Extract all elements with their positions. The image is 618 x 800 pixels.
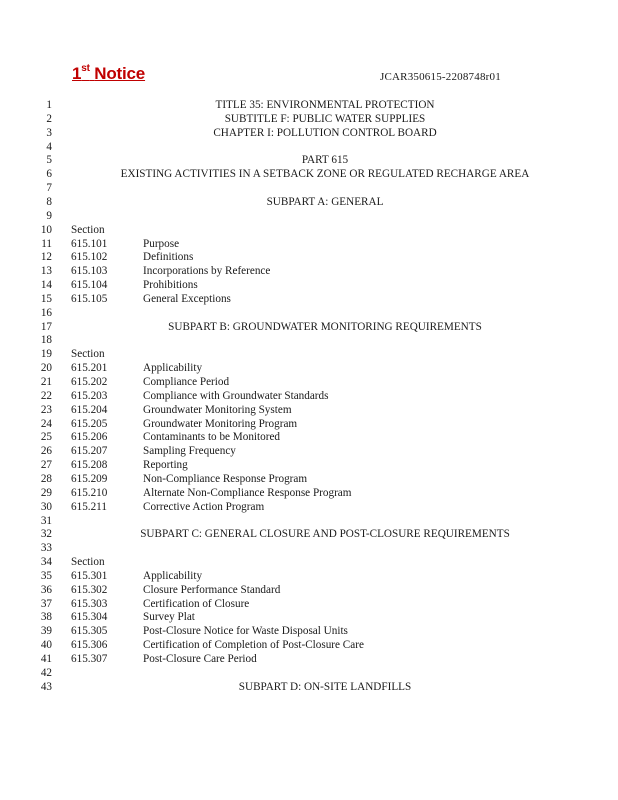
line-number: 42 — [40, 666, 52, 679]
notice-word: Notice — [94, 64, 146, 83]
centered-heading: SUBPART B: GROUNDWATER MONITORING REQUIREMENTS — [168, 320, 482, 333]
line-number: 16 — [40, 306, 52, 319]
section-number: 615.210 — [71, 486, 108, 499]
document-line — [0, 181, 618, 195]
document-line — [0, 514, 618, 528]
section-title: Closure Performance Standard — [143, 583, 281, 596]
line-number: 1 — [46, 99, 52, 111]
section-title: Alternate Non-Compliance Response Program — [143, 486, 352, 499]
section-number: 615.211 — [71, 500, 107, 513]
line-number: 19 — [40, 348, 52, 361]
line-number: 7 — [46, 182, 52, 195]
line-number: 29 — [40, 486, 52, 499]
section-number: 615.304 — [71, 611, 108, 624]
line-number: 28 — [40, 472, 52, 485]
section-number: 615.306 — [71, 639, 108, 652]
document-line — [0, 306, 618, 320]
section-number: 615.102 — [71, 251, 108, 264]
centered-heading: EXISTING ACTIVITIES IN A SETBACK ZONE OR REGULATED RECHARGE AREA — [120, 168, 530, 181]
line-number: 6 — [46, 168, 52, 181]
section-number: Section — [71, 556, 105, 568]
section-title: Sampling Frequency — [143, 445, 236, 458]
section-title: Corrective Action Program — [143, 500, 265, 513]
line-number: 12 — [40, 251, 52, 264]
document-line — [0, 98, 618, 112]
section-number: 615.307 — [71, 653, 108, 665]
line-number: 27 — [40, 459, 52, 472]
section-number: Section — [71, 223, 105, 236]
document-line — [0, 347, 618, 361]
line-number: 36 — [40, 583, 52, 596]
section-number: 615.104 — [71, 279, 108, 291]
section-title: Reporting — [143, 459, 188, 472]
document-line — [0, 167, 618, 181]
centered-heading: PART 615 — [301, 154, 349, 167]
document-line — [0, 569, 618, 583]
centered-heading: SUBPART D: ON-SITE LANDFILLS — [238, 680, 412, 693]
line-number: 18 — [40, 334, 52, 347]
section-title: Purpose — [143, 237, 180, 250]
section-title: Compliance Period — [143, 376, 230, 388]
section-title: Certification of Completion of Post-Closure Care — [143, 639, 364, 652]
centered-heading: SUBTITLE F: PUBLIC WATER SUPPLIES — [224, 112, 426, 125]
section-number: 615.103 — [71, 265, 108, 278]
line-number: 4 — [46, 140, 52, 153]
document-line — [0, 264, 618, 278]
line-number: 38 — [40, 611, 52, 624]
line-number: 41 — [40, 653, 52, 665]
document-line — [0, 555, 618, 569]
line-number: 15 — [40, 292, 52, 305]
document-line — [0, 680, 618, 694]
document-line — [0, 583, 618, 597]
line-number: 17 — [40, 320, 52, 333]
line-number: 30 — [40, 500, 52, 513]
document-line — [0, 652, 618, 666]
line-number: 8 — [46, 195, 52, 208]
section-number: Section — [71, 348, 105, 361]
centered-heading: SUBPART A: GENERAL — [266, 195, 384, 208]
line-number: 31 — [40, 514, 52, 527]
line-number: 37 — [40, 597, 52, 610]
section-number: 615.305 — [71, 625, 108, 638]
line-number: 14 — [40, 279, 52, 291]
line-number: 25 — [40, 431, 52, 444]
document-line — [0, 610, 618, 624]
section-number: 615.101 — [71, 237, 108, 250]
line-number: 39 — [40, 625, 52, 638]
document-line — [0, 140, 618, 154]
line-number: 21 — [40, 376, 52, 388]
document-line — [0, 430, 618, 444]
document-line — [0, 112, 618, 126]
document-line — [0, 500, 618, 514]
document-line — [0, 153, 618, 167]
document-line — [0, 444, 618, 458]
section-title: General Exceptions — [143, 292, 231, 305]
document-line — [0, 638, 618, 652]
line-number: 32 — [40, 528, 52, 541]
section-title: Certification of Closure — [143, 597, 250, 610]
notice-heading — [72, 64, 145, 84]
section-number: 615.202 — [71, 376, 108, 388]
section-title: Contaminants to be Monitored — [143, 431, 281, 444]
line-number: 35 — [40, 569, 52, 582]
document-line — [0, 417, 618, 431]
section-title: Definitions — [143, 251, 194, 264]
document-line — [0, 458, 618, 472]
section-number: 615.302 — [71, 583, 108, 596]
section-number: 615.207 — [71, 445, 108, 458]
document-line — [0, 278, 618, 292]
document-line — [0, 361, 618, 375]
document-line — [0, 403, 618, 417]
centered-heading: CHAPTER I: POLLUTION CONTROL BOARD — [213, 126, 437, 139]
line-number: 3 — [46, 126, 52, 139]
section-title: Post-Closure Care Period — [143, 653, 257, 665]
section-number: 615.206 — [71, 431, 108, 444]
section-number: 615.208 — [71, 459, 108, 472]
document-line — [0, 666, 618, 680]
document-line — [0, 624, 618, 638]
document-line — [0, 292, 618, 306]
document-line — [0, 486, 618, 500]
document-line — [0, 250, 618, 264]
line-number: 24 — [40, 417, 52, 430]
section-number: 615.209 — [71, 472, 108, 485]
line-number: 33 — [40, 542, 52, 555]
document-line — [0, 237, 618, 251]
section-number: 615.301 — [71, 569, 108, 582]
section-title: Non-Compliance Response Program — [143, 472, 308, 485]
document-id: JCAR350615-2208748r01 — [380, 71, 501, 83]
document-line — [0, 541, 618, 555]
line-number: 43 — [40, 680, 52, 693]
section-title: Groundwater Monitoring Program — [143, 417, 298, 430]
line-number: 20 — [40, 362, 52, 375]
section-title: Compliance with Groundwater Standards — [143, 389, 329, 402]
section-number: 615.205 — [71, 417, 108, 430]
document-line — [0, 333, 618, 347]
document-line — [0, 126, 618, 140]
line-number: 13 — [40, 265, 52, 278]
document-line — [0, 195, 618, 209]
centered-heading: SUBPART C: GENERAL CLOSURE AND POST-CLOSURE REQUIREMENTS — [140, 528, 510, 541]
document-line — [0, 389, 618, 403]
section-title: Applicability — [143, 569, 203, 582]
section-title: Groundwater Monitoring System — [143, 403, 292, 416]
document-line — [0, 223, 618, 237]
line-number: 10 — [40, 223, 52, 236]
section-number: 615.105 — [71, 292, 108, 305]
section-number: 615.203 — [71, 389, 108, 402]
section-title: Incorporations by Reference — [143, 265, 271, 278]
document-line — [0, 320, 618, 334]
section-title: Post-Closure Notice for Waste Disposal Units — [143, 625, 348, 638]
notice-ordinal: 1 — [72, 64, 82, 83]
centered-heading: TITLE 35: ENVIRONMENTAL PROTECTION — [215, 99, 435, 111]
section-title: Prohibitions — [143, 279, 198, 291]
line-number: 40 — [40, 639, 52, 652]
document-line — [0, 209, 618, 223]
line-number: 2 — [46, 112, 52, 125]
line-number: 9 — [46, 209, 52, 222]
document-line — [0, 472, 618, 486]
line-number: 23 — [40, 403, 52, 416]
line-number: 11 — [41, 237, 52, 250]
section-title: Survey Plat — [143, 611, 195, 624]
line-number: 22 — [40, 389, 52, 402]
document-line — [0, 597, 618, 611]
line-number: 26 — [40, 445, 52, 458]
line-number: 34 — [40, 556, 52, 568]
document-line — [0, 375, 618, 389]
section-number: 615.303 — [71, 597, 108, 610]
section-title: Applicability — [143, 362, 203, 375]
document-line — [0, 527, 618, 541]
line-number: 5 — [46, 154, 52, 167]
notice-ordinal-suffix: st — [81, 63, 90, 74]
section-number: 615.204 — [71, 403, 108, 416]
section-number: 615.201 — [71, 362, 108, 375]
